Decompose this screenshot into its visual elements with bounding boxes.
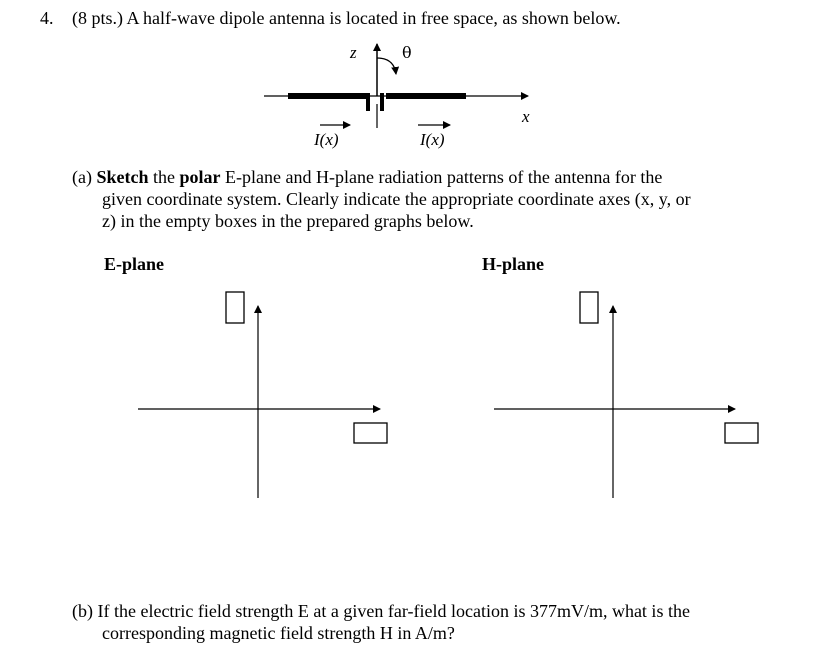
eplane-label: E-plane — [104, 254, 165, 274]
dipole-left-arm — [288, 93, 366, 99]
x-label: x — [522, 107, 530, 126]
question-intro: (8 pts.) A half-wave dipole antenna is located in free space, as shown below. — [72, 8, 621, 28]
question-number: 4. — [40, 8, 54, 28]
feed-left-post — [366, 93, 370, 111]
part-a-text — [72, 166, 772, 232]
part-a-bold-sketch: Sketch — [96, 167, 149, 187]
current-label-left: I(x) — [314, 130, 339, 149]
eplane-horizontal-answer-box[interactable] — [354, 423, 387, 443]
part-b-line-2: corresponding magnetic field strength H in A/m? — [102, 623, 455, 643]
part-a-prefix: (a) — [72, 167, 97, 187]
part-a-mid: the — [148, 167, 180, 187]
part-a-line-1 — [72, 166, 772, 188]
theta-arc — [377, 58, 396, 74]
eplane-vertical-answer-box[interactable] — [226, 292, 244, 323]
part-a-rest: E-plane and H-plane radiation patterns of the antenna for the — [220, 167, 663, 187]
part-a-bold-polar: polar — [179, 167, 221, 187]
dipole-right-arm — [386, 93, 466, 99]
z-label: z — [350, 43, 357, 62]
hplane-horizontal-answer-box[interactable] — [725, 423, 758, 443]
hplane-label: H-plane — [482, 254, 545, 274]
part-a-line-2: given coordinate system. Clearly indicate the appropriate coordinate axes (x, y, or — [102, 189, 691, 209]
current-label-right: I(x) — [420, 130, 445, 149]
hplane-vertical-answer-box[interactable] — [580, 292, 598, 323]
part-b-line-1: (b) If the electric field strength E at a given far-field location is 377mV/m, what is the — [72, 601, 690, 621]
part-b-text — [72, 600, 792, 644]
feed-right-post — [380, 93, 384, 111]
part-a-line-3: z) in the empty boxes in the prepared graphs below. — [102, 211, 474, 231]
theta-label: θ — [402, 43, 412, 62]
